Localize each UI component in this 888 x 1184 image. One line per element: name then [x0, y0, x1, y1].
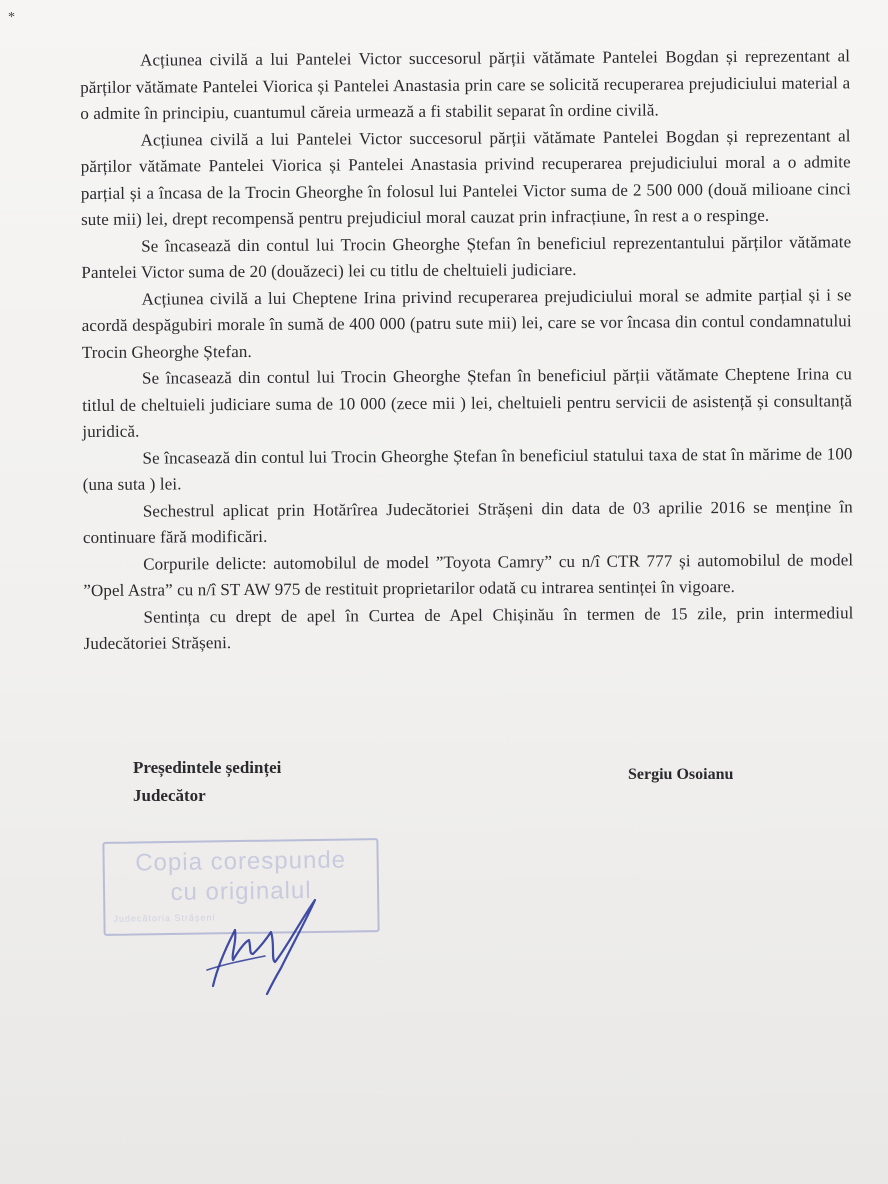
paragraph-seizure: Sechestrul aplicat prin Hotărîrea Judecătoriei Strășeni din data de 03 aprilie 2016 se menține în continuare fără modificări.: [82, 496, 853, 547]
verdict-text: [80, 43, 854, 657]
signature-roles: [133, 754, 281, 810]
judge-name: Sergiu Osoianu: [628, 766, 734, 783]
stamp-line-3: Judecătoria Strășeni: [113, 912, 216, 924]
paragraph-evidence: Corpurile delicte: automobilul de model ˮToyota Camryˮ cu n/î CTR 777 și automobilul de model ˮOpel Astraˮ cu n/î ST AW 975 de restituit proprietarilor odată cu intrarea sentinței în vigoare.: [83, 549, 854, 600]
handwritten-signature: [205, 890, 335, 1000]
corner-mark: *: [8, 10, 15, 25]
paragraph-civil-action-moral: Acțiunea civilă a lui Pantelei Victor succesorul părții vătămate Pantelei Bogdan și reprezentant al părților vătămate Pantelei Viorica și Pantelei Anastasia privind recuperarea prejudiciului moral a o admite parțial și a încasa de la Trocin Gheorghe în folosul lui Pantelei Victor suma de 2 500 000 (două milioane cinci sute mii) lei, drept recompensă pentru prejudiciul moral cauzat prin infracțiune, în rest a o respinge.: [80, 125, 851, 229]
stamp-line-2: cu originalul: [170, 877, 312, 906]
role-judge: Judecător: [133, 786, 206, 805]
paragraph-civil-action-material: Acțiunea civilă a lui Pantelei Victor succesorul părții vătămate Pantelei Bogdan și reprezentant al părților vătămate Pantelei Viorica și Pantelei Anastasia prin care se solicită recuperarea prejudiciului material a o admite în principiu, cuantumul căreia urmează a fi stabilit separat în ordine civilă.: [80, 46, 851, 123]
paragraph-appeal: Sentința cu drept de apel în Curtea de Apel Chișinău în termen de 15 zile, prin intermediul Judecătoriei Strășeni.: [83, 602, 854, 653]
stamp-line-1: Copia corespunde: [135, 846, 347, 877]
paragraph-court-costs-pantelei: Se încasează din contul lui Trocin Gheorghe Ștefan în beneficiul reprezentantului părților vătămate Pantelei Victor suma de 20 (douăzeci) lei cu titlu de cheltuieli judiciare.: [81, 231, 852, 282]
paragraph-court-costs-cheptene: Se încasează din contul lui Trocin Gheorghe Ștefan în beneficiul părții vătămate Cheptene Irina cu titlul de cheltuieli judiciare suma de 10 000 (zece mii ) lei, cheltuieli pentru servicii de asistență și consultanță juridică.: [82, 364, 853, 441]
role-presiding: Președintele ședinței: [133, 758, 282, 777]
paragraph-civil-action-cheptene: Acțiunea civilă a lui Cheptene Irina privind recuperarea prejudiciului moral se admite parțial și i se acordă despăgubiri morale în sumă de 400 000 (patru sute mii) lei, care se vor încasa din contul condamnatului Trocin Gheorghe Ștefan.: [81, 284, 852, 362]
paragraph-state-fee: Se încasează din contul lui Trocin Gheorghe Ștefan în beneficiul statului taxa de stat în mărime de 100 (una suta ) lei.: [82, 443, 853, 494]
